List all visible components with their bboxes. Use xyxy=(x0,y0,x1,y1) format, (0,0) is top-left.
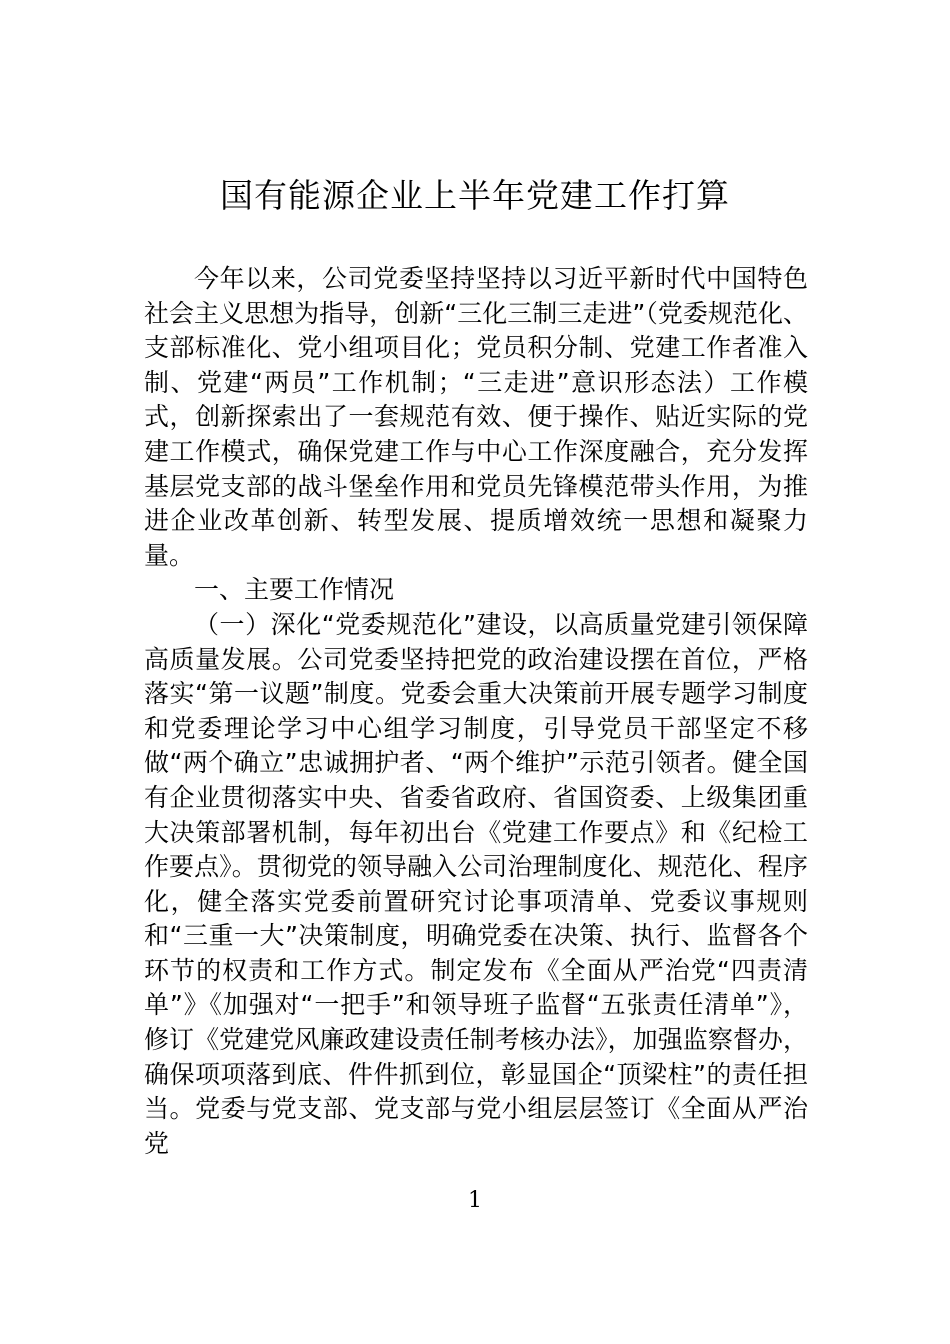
page-number: 1 xyxy=(468,1188,482,1213)
intro-paragraph: 今年以来，公司党委坚持坚持以习近平新时代中国特色社会主义思想为指导，创新“三化三制三走进”（党委规范化、支部标准化、党小组项目化；党员积分制、党建工作者准入制、党建“两员”工作机制；“三走进”意识形态法）工作模式，创新探索出了一套规范有效、便于操作、贴近实际的党建工作模式，确保党建工作与中心工作深度融合，充分发挥基层党支部的战斗堡垒作用和党员先锋模范带头作用，为推进企业改革创新、转型发展、提质增效统一思想和凝聚力量。 xyxy=(144,264,808,570)
section-heading: 一、主要工作情况 xyxy=(194,575,395,605)
subsection-paragraph: （一）深化“党委规范化”建设，以高质量党建引领保障高质量发展。公司党委坚持把党的政治建设摆在首位，严格落实“第一议题”制度。党委会重大决策前开展专题学习制度和党委理论学习中心组学习制度，引导党员干部坚定不移做“两个确立”忠诚拥护者、“两个维护”示范引领者。健全国有企业贯彻落实中央、省委省政府、省国资委、上级集团重大决策部署机制，每年初出台《党建工作要点》和《纪检工作要点》。贯彻党的领导融入公司治理制度化、规范化、程序化，健全落实党委前置研究讨论事项清单、党委议事规则和“三重一大”决策制度，明确党委在决策、执行、监督各个环节的权责和工作方式。制定发布《全面从严治党“四责清单”》《加强对“一把手”和领导班子监督“五张责任清单”》，修订《党建党风廉政建设责任制考核办法》，加强监察督办，确保项项落到底、件件抓到位，彰显国企“顶梁柱”的责任担当。党委与党支部、党支部与党小组层层签订《全面从严治党 xyxy=(144,609,808,1158)
document-title: 国有能源企业上半年党建工作打算 xyxy=(220,176,730,215)
document-body xyxy=(144,262,808,1161)
